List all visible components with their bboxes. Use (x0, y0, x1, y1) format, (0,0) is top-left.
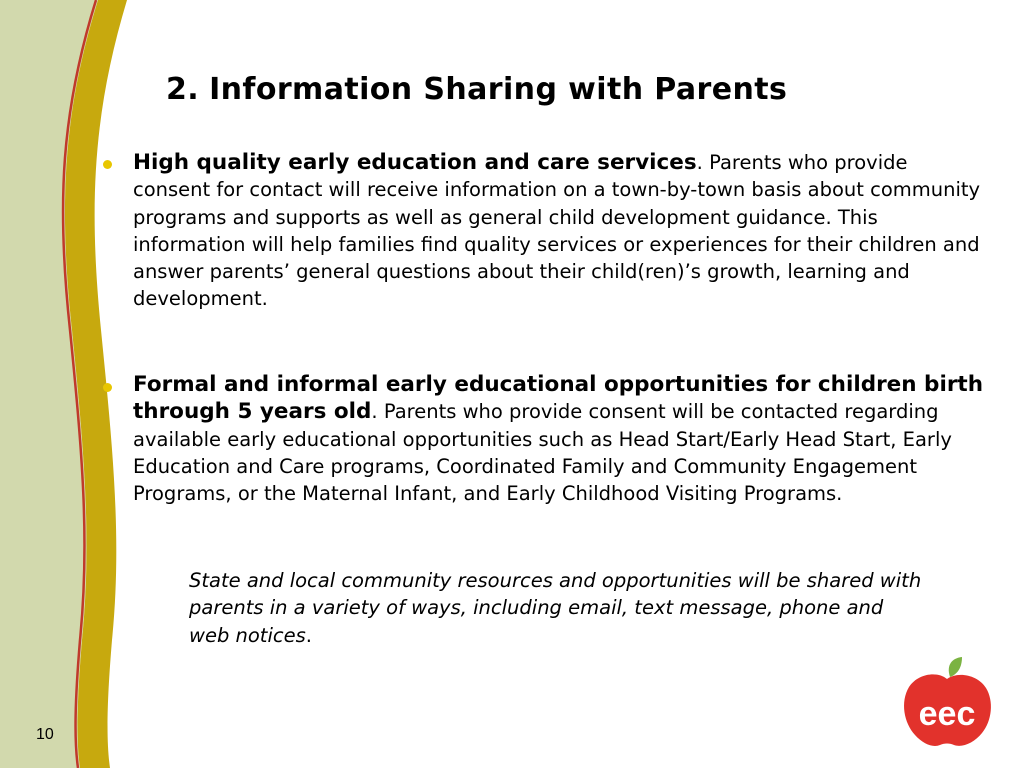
bullet-item (133, 371, 983, 507)
bullet-dot-icon (103, 383, 112, 392)
page-number: 10 (36, 726, 54, 743)
note-end: . (305, 623, 312, 647)
bullet-item (133, 149, 983, 313)
bullet-body: . Parents who provide consent for contact will receive information on a town-by-town basis about community programs and supports as well as general child development guidance. This information will help families find quality services or experiences for their children and answer parents’ general questions about their child(ren)’s growth, learning and development. (133, 151, 981, 311)
bullet-lead: Formal and informal early educational opportunities for children birth through 5 years old (133, 372, 984, 425)
bullet-dot-icon (103, 160, 112, 169)
title-text: Information Sharing with Parents (209, 72, 788, 107)
slide-title (166, 72, 787, 107)
title-number: 2. (166, 72, 200, 107)
bullet-lead: High quality early education and care services (133, 150, 697, 175)
bullet-body: . Parents who provide consent will be contacted regarding available early educational opportunities such as Head Start/Early Head Start, Early Education and Care programs, Coordinated Family and Community Engagement Programs, or the Maternal Infant, and Early Childhood Visiting Programs. (133, 400, 952, 506)
leaf-icon (949, 657, 962, 677)
note-italic-text: State and local community resources and opportunities will be shared with parents in a variety of ways, including email, text message, phone and web notices (189, 569, 922, 647)
apple-logo-icon (900, 655, 995, 750)
logo-text: eec (918, 695, 976, 733)
italic-note (189, 567, 929, 649)
